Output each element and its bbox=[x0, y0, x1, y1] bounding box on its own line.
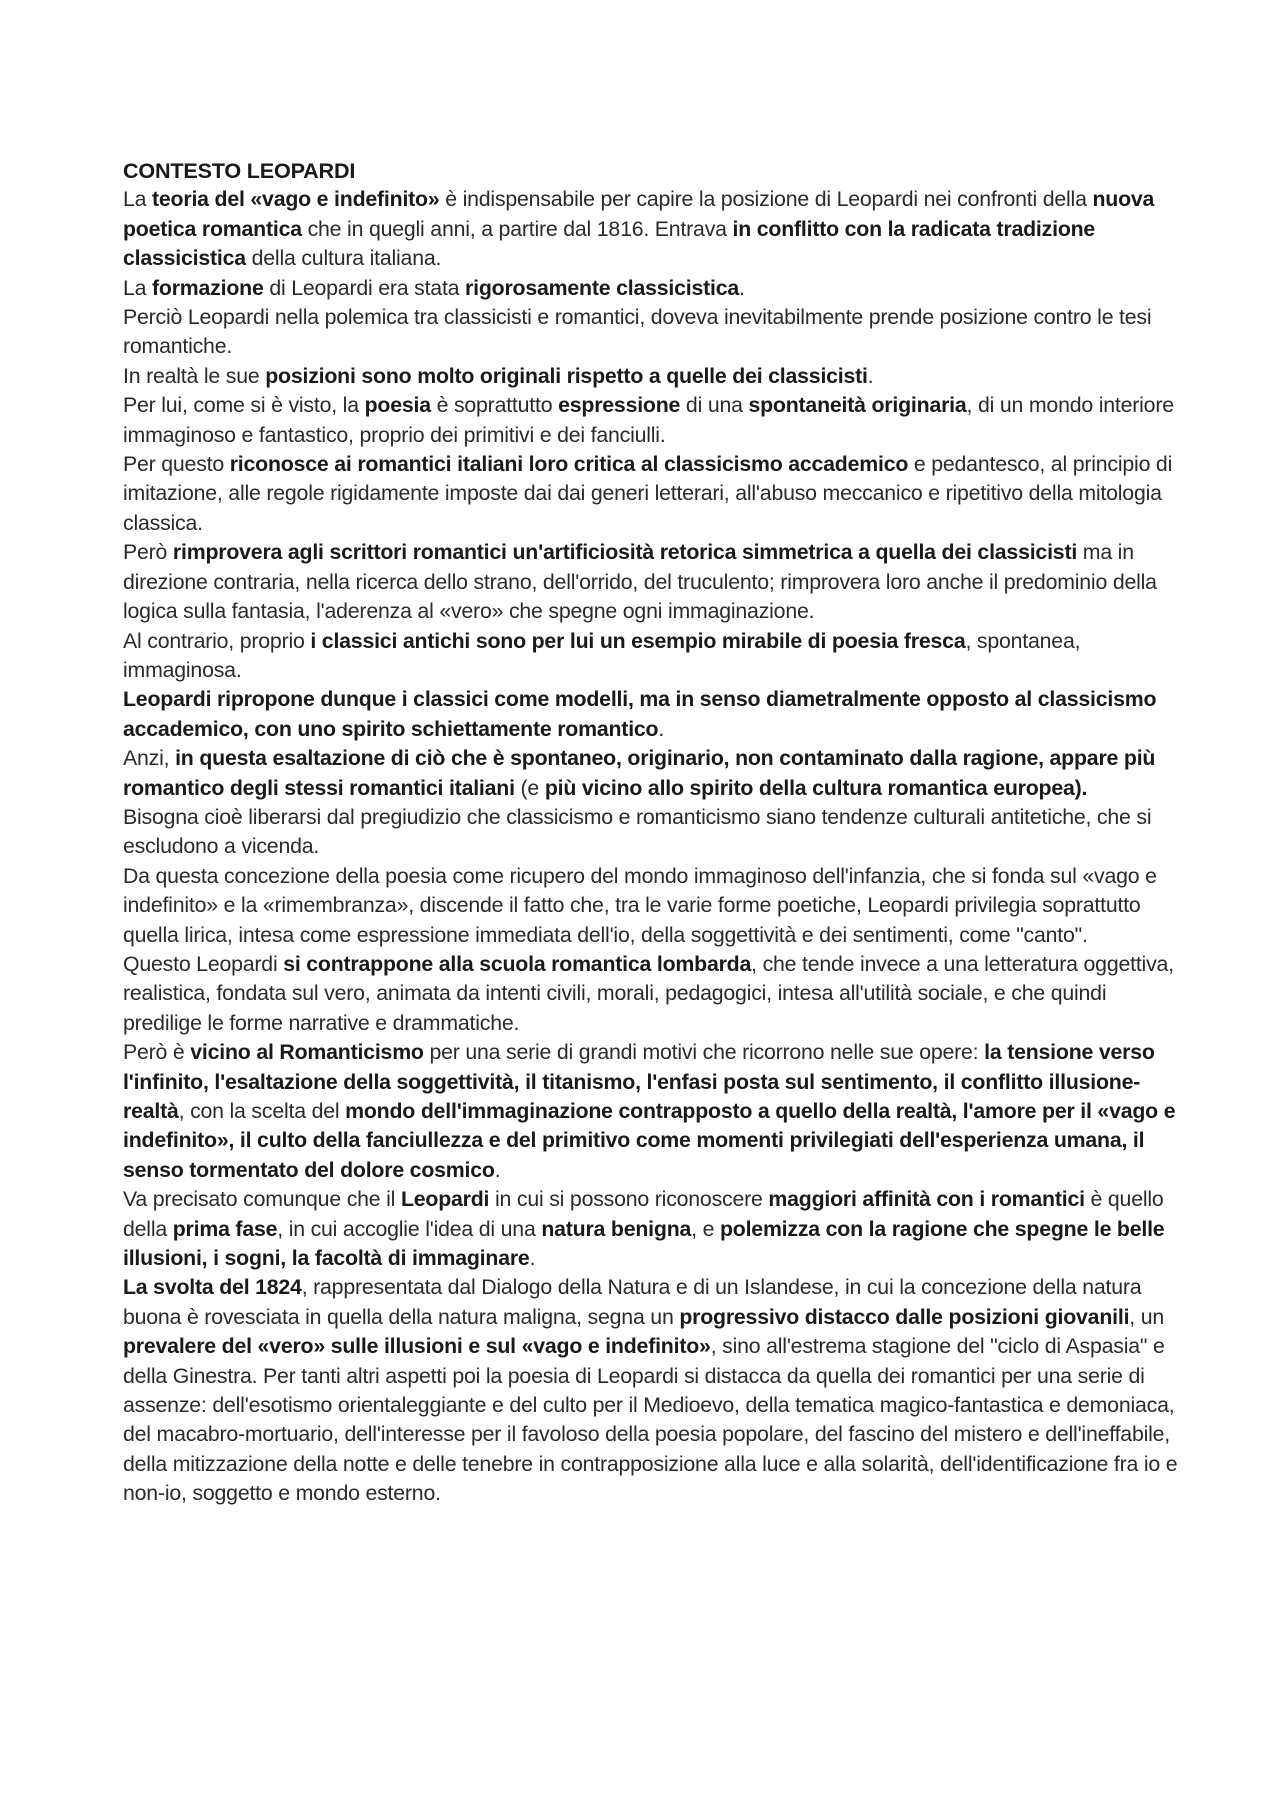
bold-text: mondo dell'immaginazione contrapposto a quello della realtà, l'amore per il «vago e indefinito», il culto della fanciullezza e del primitivo come momenti privilegiati dell'esperienza umana, il senso tormentato del dolore cosmico bbox=[123, 1099, 1176, 1182]
text-run: , con la scelta del bbox=[178, 1099, 346, 1123]
bold-text: i classici antichi sono per lui un esempio mirabile di poesia fresca bbox=[310, 628, 966, 653]
bold-text: Leopardi ripropone dunque i classici come modelli, ma in senso diametralmente opposto al classicismo accademico, con uno spirito schiettamente romantico bbox=[123, 687, 1157, 741]
text-run: Perciò Leopardi nella polemica tra classicisti e romantici, doveva inevitabilmente prende posizione contro le tesi romantiche. bbox=[123, 305, 1152, 359]
paragraph bbox=[123, 803, 1183, 862]
text-run: di una bbox=[680, 393, 749, 418]
text-run: , e bbox=[691, 1216, 720, 1241]
text-run: , un bbox=[1129, 1304, 1165, 1329]
bold-text: posizioni sono molto originali rispetto a quelle dei classicisti bbox=[265, 363, 868, 388]
text-run: di Leopardi era stata bbox=[263, 275, 466, 300]
text-run: , che tende invece a una letteratura oggettiva, realistica, fondata sul vero, animata da intenti civili, morali, pedagogici, intesa all'utilità sociale, e che quindi predilige le forme narrative e drammatiche. bbox=[123, 951, 1174, 1035]
document-title: CONTESTO LEOPARDI bbox=[123, 158, 356, 183]
document-body bbox=[123, 185, 1183, 1508]
paragraph bbox=[123, 185, 1183, 273]
text-run: è quello della bbox=[123, 1187, 1164, 1241]
text-run: Questo Leopardi bbox=[123, 951, 284, 976]
bold-text: prevalere del «vero» sulle illusioni e sul «vago e indefinito» bbox=[123, 1334, 711, 1359]
paragraph bbox=[123, 862, 1183, 950]
text-run: , rappresentata dal Dialogo della Natura e di un Islandese, in cui la concezione della natura buona è rovesciata in quella della natura maligna, segna un bbox=[123, 1275, 1142, 1329]
bold-text: in questa esaltazione di ciò che è spontaneo, originario, non contaminato dalla ragione, appare più romantico degli stessi romantici italiani bbox=[123, 746, 1156, 800]
bold-text: in conflitto con la radicata tradizione classicistica bbox=[123, 216, 1096, 271]
bold-text: la tensione verso l'infinito, l'esaltazione della soggettività, il titanismo, l'enfasi posta sul sentimento, il conflitto illusione-realtà bbox=[123, 1040, 1155, 1123]
bold-text: Leopardi bbox=[400, 1187, 490, 1212]
bold-text: polemizza con la ragione che spegne le belle illusioni, i sogni, la facoltà di immaginare bbox=[123, 1216, 1165, 1271]
paragraph bbox=[123, 450, 1183, 538]
bold-text: formazione bbox=[152, 275, 264, 300]
paragraph bbox=[123, 744, 1183, 803]
text-run: La bbox=[123, 275, 153, 300]
bold-text: natura benigna bbox=[541, 1216, 692, 1241]
paragraph bbox=[123, 362, 1183, 391]
bold-text: espressione bbox=[558, 393, 681, 418]
text-run: per una serie di grandi motivi che ricorrono nelle sue opere: bbox=[423, 1040, 985, 1065]
bold-text: vicino al Romanticismo bbox=[190, 1040, 424, 1065]
text-run: Per questo bbox=[123, 452, 230, 477]
text-run: Però è bbox=[123, 1040, 191, 1065]
text-run: (e bbox=[514, 775, 545, 800]
bold-text: progressivo distacco dalle posizioni giovanili bbox=[679, 1304, 1130, 1329]
text-run: La bbox=[123, 187, 153, 212]
text-run: è soprattutto bbox=[430, 393, 559, 418]
text-run: Però bbox=[123, 540, 173, 565]
paragraph bbox=[123, 685, 1183, 744]
paragraph bbox=[123, 1038, 1183, 1185]
text-run: , in cui accoglie l'idea di una bbox=[277, 1216, 542, 1241]
document-page bbox=[123, 156, 1183, 1509]
bold-text: nuova poetica romantica bbox=[123, 187, 1155, 241]
text-run: , sino all'estrema stagione del "ciclo di Aspasia" e della Ginestra. Per tanti altri aspetti poi la poesia di Leopardi si distacca da quella dei romantici per una serie di assenze: dell'esotismo orientaleggiante e del culto per il Medioevo, della tematica magico-fantastica e demoniaca, del macabro-mortuario, dell'interesse per il favoloso della poesia popolare, del fascino del mistero e dell'ineffabile, della mitizzazione della notte e delle tenebre in contrapposizione alla luce e alla solarità, dell'identificazione fra io e non-io, soggetto e mondo esterno. bbox=[123, 1334, 1178, 1506]
text-run: . bbox=[739, 275, 745, 300]
bold-text: si contrappone alla scuola romantica lombarda bbox=[283, 951, 752, 976]
bold-text: La svolta del 1824 bbox=[123, 1275, 302, 1300]
text-run: in cui si possono riconoscere bbox=[489, 1187, 769, 1212]
paragraph bbox=[123, 274, 1183, 303]
text-run: Bisogna cioè liberarsi dal pregiudizio che classicismo e romanticismo siano tendenze culturali antitetiche, che si escludono a vicenda. bbox=[123, 804, 1152, 859]
bold-text: prima fase bbox=[172, 1216, 278, 1241]
text-run: Anzi, bbox=[123, 746, 176, 771]
text-run: , di un mondo interiore immaginoso e fantastico, proprio dei primitivi e dei fanciulli. bbox=[123, 393, 1174, 447]
paragraph bbox=[123, 627, 1183, 686]
text-run: . bbox=[494, 1157, 501, 1182]
text-run: . bbox=[658, 716, 665, 741]
paragraph bbox=[123, 303, 1183, 362]
text-run: . bbox=[867, 363, 874, 388]
text-run: Da questa concezione della poesia come ricupero del mondo immaginoso dell'infanzia, che si fonda sul «vago e indefinito» e la «rimembranza», discende il fatto che, tra le varie forme poetiche, Leopardi privilegia soprattutto quella lirica, intesa come espressione immediata dell'io, della soggettività e dei sentimenti, come "canto". bbox=[123, 863, 1157, 947]
text-run: è indispensabile per capire la posizione di Leopardi nei confronti della bbox=[439, 187, 1093, 212]
bold-text: rigorosamente classicistica bbox=[465, 275, 739, 300]
text-run: , spontanea, immaginosa. bbox=[123, 628, 1081, 682]
paragraph bbox=[123, 538, 1183, 626]
bold-text: più vicino allo spirito della cultura romantica europea). bbox=[544, 775, 1088, 800]
paragraph bbox=[123, 950, 1183, 1038]
text-run: della cultura italiana. bbox=[245, 246, 442, 271]
bold-text: riconosce ai romantici italiani loro critica al classicismo accademico bbox=[229, 452, 909, 477]
text-run: ma in direzione contraria, nella ricerca dello strano, dell'orrido, del truculento; rimprovera loro anche il predominio della logica sulla fantasia, l'aderenza al «vero» che spegne ogni immaginazione. bbox=[123, 540, 1157, 624]
paragraph bbox=[123, 1185, 1183, 1273]
bold-text: maggiori affinità con i romantici bbox=[768, 1187, 1085, 1212]
text-run: Va precisato comunque che il bbox=[123, 1187, 401, 1212]
paragraph bbox=[123, 1273, 1183, 1508]
text-run: In realtà le sue bbox=[123, 363, 266, 388]
text-run: che in quegli anni, a partire dal 1816. Entrava bbox=[301, 216, 733, 241]
text-run: e pedantesco, al principio di imitazione, alle regole rigidamente imposte dai dai generi letterari, all'abuso meccanico e ripetitivo della mitologia classica. bbox=[123, 452, 1173, 535]
bold-text: teoria del «vago e indefinito» bbox=[152, 187, 440, 212]
text-run: Per lui, come si è visto, la bbox=[123, 393, 365, 418]
bold-text: rimprovera agli scrittori romantici un'artificiosità retorica simmetrica a quella dei classicisti bbox=[172, 540, 1078, 565]
text-run: Al contrario, proprio bbox=[123, 628, 311, 653]
bold-text: spontaneità originaria bbox=[748, 393, 967, 418]
bold-text: poesia bbox=[364, 393, 431, 418]
paragraph bbox=[123, 391, 1183, 450]
text-run: . bbox=[529, 1246, 536, 1271]
